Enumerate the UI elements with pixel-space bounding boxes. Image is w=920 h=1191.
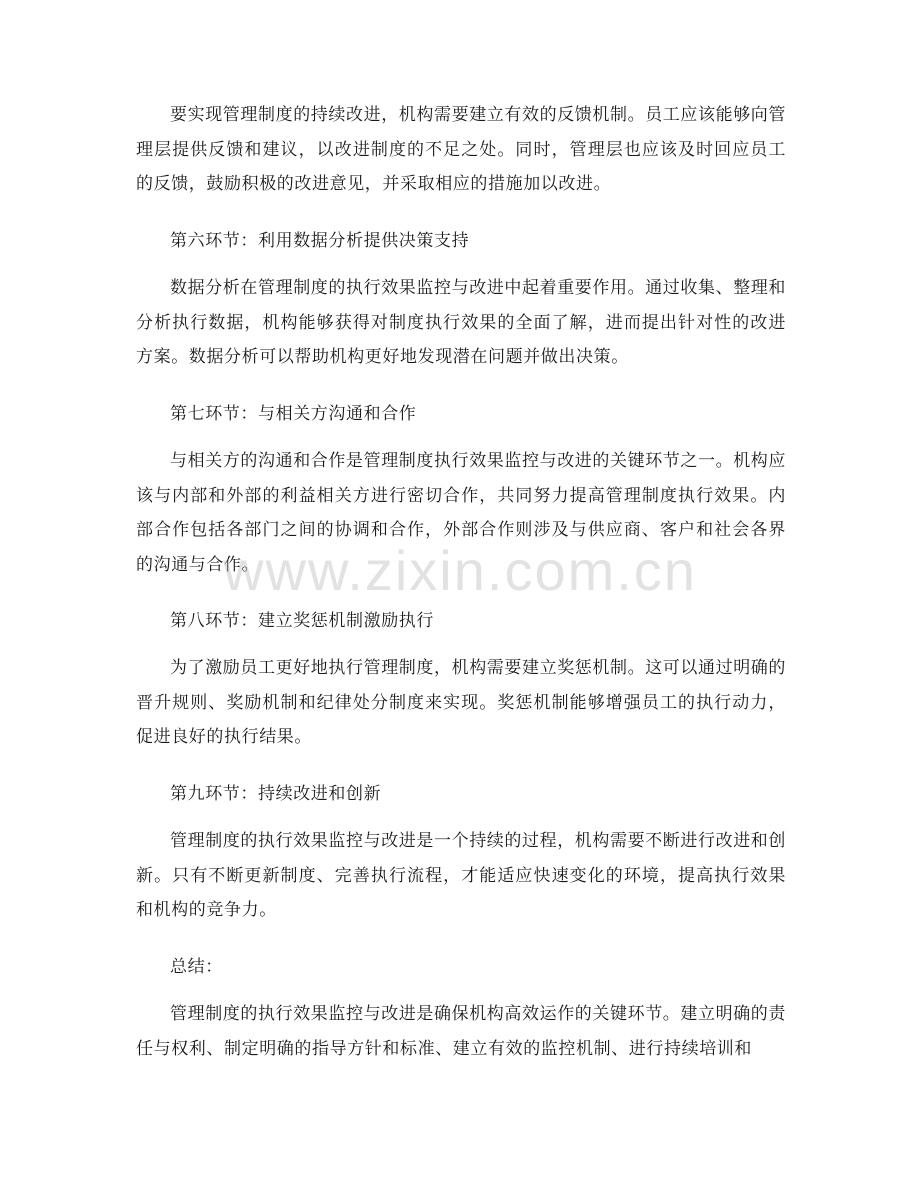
heading-section-6: 第六环节：利用数据分析提供决策支持 — [170, 231, 470, 251]
paragraph-summary: 管理制度的执行效果监控与改进是确保机构高效运作的关键环节。建立明确的责任与权利、制定明确的指导方针和标准、建立有效的监控机制、进行持续培训和 — [136, 1004, 786, 1059]
paragraph-incentives: 为了激励员工更好地执行管理制度，机构需要建立奖惩机制。这可以通过明确的晋升规则、奖励机制和纪律处分制度来实现。奖惩机制能够增强员工的执行动力，促进良好的执行结果。 — [136, 658, 786, 747]
paragraph-data-analysis: 数据分析在管理制度的执行效果监控与改进中起着重要作用。通过收集、整理和分析执行数据，机构能够获得对制度执行效果的全面了解，进而提出针对性的改进方案。数据分析可以帮助机构更好地发现潜在问题并做出决策。 — [136, 278, 786, 367]
heading-section-8: 第八环节：建立奖惩机制激励执行 — [170, 611, 434, 631]
paragraph-continuous-improvement: 管理制度的执行效果监控与改进是一个持续的过程，机构需要不断进行改进和创新。只有不断更新制度、完善执行流程，才能适应快速变化的环境，提高执行效果和机构的竞争力。 — [136, 831, 786, 920]
heading-section-9: 第九环节：持续改进和创新 — [170, 784, 382, 804]
heading-section-7: 第七环节：与相关方沟通和合作 — [170, 404, 417, 424]
paragraph-communication: 与相关方的沟通和合作是管理制度执行效果监控与改进的关键环节之一。机构应该与内部和外部的利益相关方进行密切合作，共同努力提高管理制度执行效果。内部合作包括各部门之间的协调和合作，外部合作则涉及与供应商、客户和社会各界的沟通与合作。 — [136, 451, 786, 575]
watermark-text: www.zixin.com.cn — [223, 539, 697, 602]
heading-summary: 总结： — [170, 957, 223, 977]
paragraph-feedback: 要实现管理制度的持续改进，机构需要建立有效的反馈机制。员工应该能够向管理层提供反馈和建议，以改进制度的不足之处。同时，管理层也应该及时回应员工的反馈，鼓励积极的改进意见，并采取相应的措施加以改进。 — [136, 105, 786, 194]
